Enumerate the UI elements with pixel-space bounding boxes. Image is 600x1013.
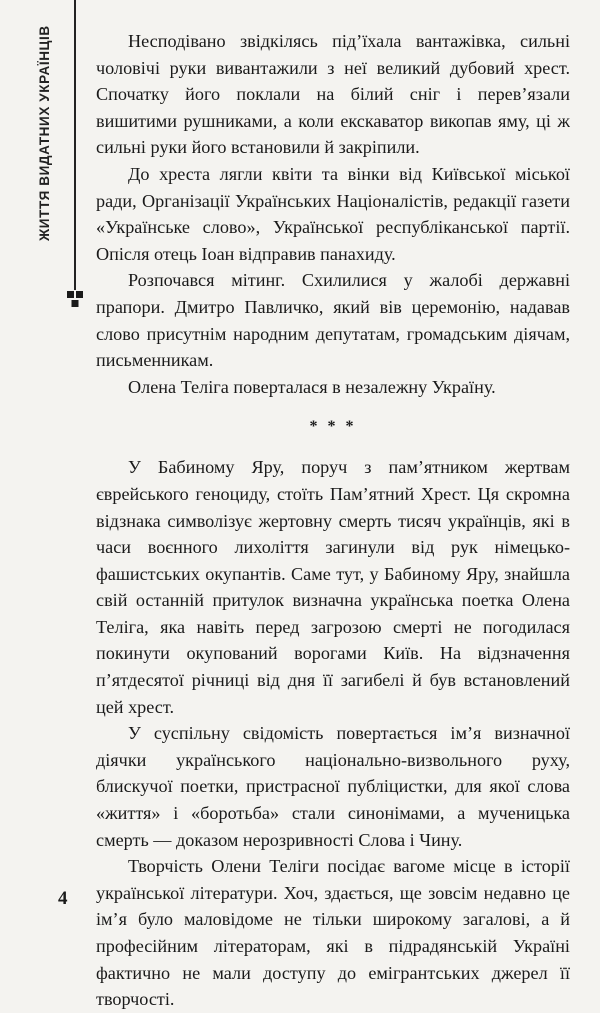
section-ornament-icon [66, 290, 84, 308]
running-head-rule [74, 0, 76, 290]
paragraph-truck-cross: Несподівано звідкілясь під’їхала вантажівка, сильні чоловічі руки вивантажили з неї великий дубовий хрест. Спочатку його поклали на білий сніг і перев’язали вишитими рушниками, а коли екскаватор викопав яму, ці ж сильні руки його встановили й закріпили. [96, 31, 570, 158]
running-head-rail [30, 0, 70, 320]
paragraph-public-memory: У суспільну свідомість повертається ім’я визначної діячки українського національно-визвольного руху, блискучої поетки, пристрасної публіцистки, для якої слова «життя» і «боротьба» стали синонімами, а мученицька смерть — доказом нерозривності Слова і Чину. [96, 723, 570, 850]
page-body [96, 28, 570, 1013]
paragraph-flowers-wreaths: До хреста лягли квіти та вінки від Київської міської ради, Організації Українських Націоналістів, редакції газети «Українське слово», Української республіканської партії. Опісля отець Іоан відправив панахиду. [96, 163, 570, 264]
paragraph-literary-place: Творчість Олени Теліги посідає вагоме місце в історії української літератури. Хоч, здається, ще зовсім недавно це ім’я було маловідоме не тільки широкому загалові, а й професійним літераторам, які в підрадянській Україні фактично не мали доступу до емігрантських джерел її творчості. [96, 856, 570, 1010]
section-separator: * * * [309, 418, 357, 436]
running-head-title: ЖИТТЯ ВИДАТНИХ УКРАЇНЦІВ [37, 25, 52, 241]
paragraph-return: Олена Теліга поверталася в незалежну Україну. [128, 376, 496, 397]
paragraph-rally: Розпочався мітинг. Схилилися у жалобі державні прапори. Дмитро Павличко, який вів церемонію, надавав слово присутнім народним депутатам, громадським діячам, письменникам. [96, 270, 570, 371]
paragraph-babyn-yar: У Бабиному Яру, поруч з пам’ятником жертвам єврейського геноциду, стоїть Пам’ятний Хрест. Ця скромна відзнака символізує жертовну смерть тисяч українців, які в часи воєнного лихоліття загинули від рук німецько-фашистських окупантів. Саме тут, у Бабиному Яру, знайшла свій останній притулок визначна українська поетка Олена Теліга, яка навіть перед загрозою смерті не погодилася покинути окупований ворогами Київ. На відзначення п’ятдесятої річниці від дня її загибелі й був встановлений цей хрест. [96, 457, 570, 717]
page-number: 4 [58, 888, 68, 909]
